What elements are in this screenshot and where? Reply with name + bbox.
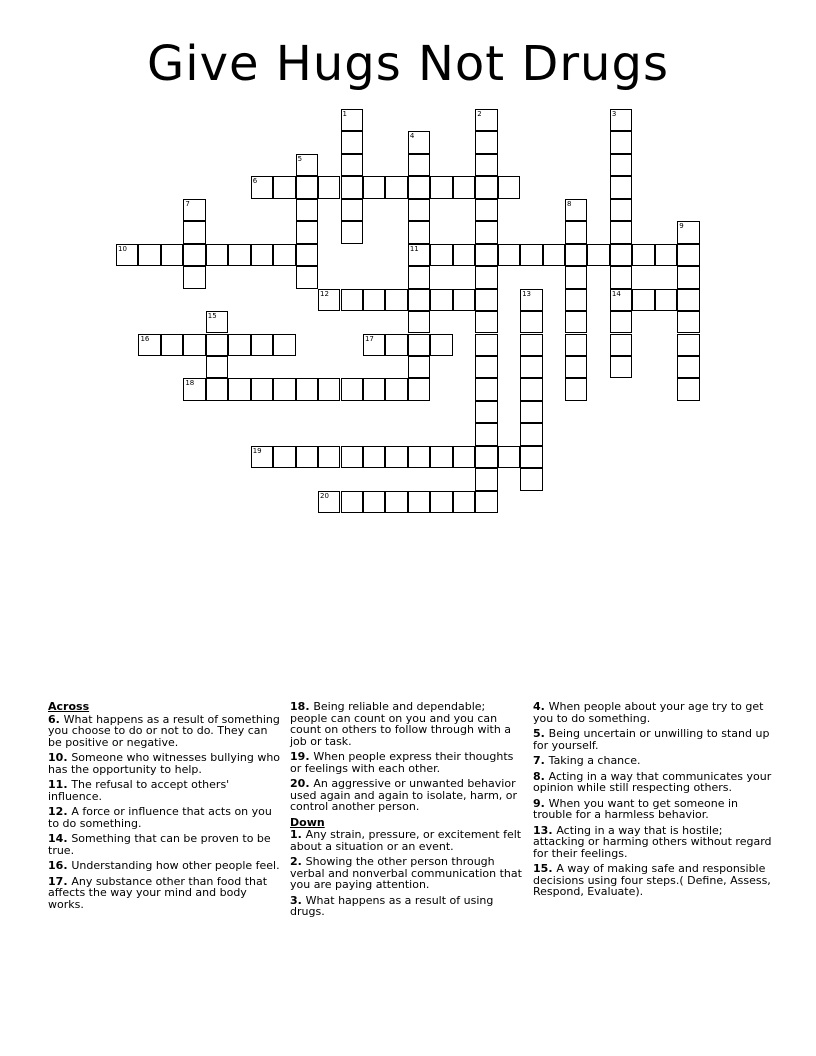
grid-cell[interactable] xyxy=(318,176,340,198)
grid-cell[interactable] xyxy=(677,266,699,288)
clue-item-number: 8 xyxy=(533,769,541,783)
grid-cell[interactable] xyxy=(475,468,497,490)
clue-number: 14 xyxy=(611,289,621,298)
clue-item-number: 16 xyxy=(48,859,64,872)
clue-item: 18. Being reliable and dependable; people can count on you and you can count on others to follow through with a job or task. xyxy=(290,700,512,748)
grid-cell[interactable] xyxy=(520,311,542,333)
clue-item-number: 7 xyxy=(533,754,541,767)
grid-cell[interactable] xyxy=(610,334,632,356)
grid-cell[interactable] xyxy=(273,176,295,198)
clue-item: 5. Being uncertain or unwilling to stand up for yourself. xyxy=(533,727,770,752)
clue-item-number: 3 xyxy=(290,893,298,907)
grid-cell[interactable] xyxy=(475,244,497,266)
grid-cell[interactable] xyxy=(677,289,699,311)
grid-cell[interactable] xyxy=(498,244,520,266)
grid-cell[interactable] xyxy=(183,244,205,266)
grid-cell[interactable] xyxy=(430,491,452,513)
grid-cell[interactable] xyxy=(206,356,228,378)
clue-item-text: When people about your age try to get you to do something. xyxy=(533,700,764,725)
grid-cell[interactable] xyxy=(363,378,385,400)
grid-cell[interactable] xyxy=(363,289,385,311)
grid-cell[interactable] xyxy=(543,244,565,266)
grid-cell[interactable] xyxy=(385,176,407,198)
grid-cell[interactable] xyxy=(341,221,363,243)
clue-number: 4 xyxy=(409,132,415,141)
clue-item: 14. Something that can be proven to be true. xyxy=(48,832,271,857)
grid-cell[interactable] xyxy=(341,199,363,221)
grid-cell[interactable] xyxy=(520,423,542,445)
grid-cell[interactable] xyxy=(341,289,363,311)
grid-cell[interactable] xyxy=(430,446,452,468)
grid-cell[interactable] xyxy=(408,289,430,311)
grid-cell[interactable] xyxy=(677,334,699,356)
grid-cell[interactable] xyxy=(273,446,295,468)
grid-cell[interactable] xyxy=(610,356,632,378)
grid-cell[interactable] xyxy=(228,334,250,356)
clue-item-text: Understanding how other people feel. xyxy=(71,859,280,872)
clue-item: 19. When people express their thoughts or feelings with each other. xyxy=(290,750,514,775)
clue-column-2 xyxy=(290,701,526,922)
grid-cell[interactable] xyxy=(363,491,385,513)
grid-cell[interactable] xyxy=(408,311,430,333)
grid-cell[interactable] xyxy=(655,289,677,311)
clue-item-text: Acting in a way that communicates your opinion while still respecting others. xyxy=(533,769,772,794)
grid-cell[interactable] xyxy=(273,334,295,356)
clue-item: 4. When people about your age try to get you to do something. xyxy=(533,700,764,725)
grid-cell[interactable] xyxy=(475,401,497,423)
clue-item-number: 4 xyxy=(533,700,541,713)
grid-cell[interactable] xyxy=(610,221,632,243)
grid-cell[interactable] xyxy=(475,334,497,356)
clue-item: 20. An aggressive or unwanted behavior used again and again to isolate, harm, or control another person. xyxy=(290,777,518,813)
clue-number: 12 xyxy=(320,289,329,298)
clue-number: 5 xyxy=(297,154,303,163)
grid-cell[interactable] xyxy=(475,131,497,153)
clue-number: 7 xyxy=(185,199,190,208)
grid-cell[interactable] xyxy=(565,356,587,378)
grid-cell[interactable] xyxy=(655,244,677,266)
grid-cell[interactable] xyxy=(430,176,452,198)
grid-cell[interactable] xyxy=(610,199,632,221)
clue-item-text: Taking a chance. xyxy=(548,754,641,767)
grid-cell[interactable] xyxy=(408,199,430,221)
grid-cell[interactable] xyxy=(475,491,497,513)
grid-cell[interactable] xyxy=(475,199,497,221)
grid-cell[interactable] xyxy=(475,378,497,400)
clue-item-text: What happens as a result of something you choose to do or not to do. They can be positive or negative. xyxy=(48,712,280,749)
grid-cell[interactable] xyxy=(453,176,475,198)
clue-number: 20 xyxy=(320,491,329,500)
clue-item-text: A way of making safe and responsible decisions using four steps.( Define, Assess, Respond, Evaluate). xyxy=(533,862,771,898)
clue-item-text: Being reliable and dependable; people can count on you and you can count on others to follow through with a job or task. xyxy=(290,700,512,748)
grid-cell[interactable] xyxy=(453,244,475,266)
grid-cell[interactable] xyxy=(408,446,430,468)
clue-item: 10. Someone who witnesses bullying who has the opportunity to help. xyxy=(48,751,281,776)
clue-item-number: 1 xyxy=(290,828,298,841)
grid-cell[interactable] xyxy=(475,176,497,198)
clue-item-text: Showing the other person through verbal and nonverbal communication that you are paying attention. xyxy=(290,855,522,891)
clue-item: 6. What happens as a result of something you choose to do or not to do. They can be positive or negative. xyxy=(48,712,280,749)
grid-cell[interactable] xyxy=(475,266,497,288)
clue-item-number: 6 xyxy=(48,712,56,726)
clue-item: 2. Showing the other person through verbal and nonverbal communication that you are paying attention. xyxy=(290,855,522,891)
grid-cell[interactable] xyxy=(385,289,407,311)
grid-cell[interactable] xyxy=(430,289,452,311)
clue-item-text: What happens as a result of using drugs. xyxy=(290,893,494,918)
clue-item: 11. The refusal to accept others' influence. xyxy=(48,778,230,803)
grid-cell[interactable] xyxy=(475,423,497,445)
grid-cell[interactable] xyxy=(228,378,250,400)
grid-cell[interactable] xyxy=(520,378,542,400)
clue-number: 8 xyxy=(567,199,572,208)
grid-cell[interactable] xyxy=(341,154,363,176)
clue-item-text: An aggressive or unwanted behavior used again and again to isolate, harm, or control another person. xyxy=(290,777,518,813)
grid-cell[interactable] xyxy=(475,221,497,243)
grid-cell[interactable] xyxy=(408,356,430,378)
down-heading: Down xyxy=(290,815,325,829)
grid-cell[interactable] xyxy=(565,289,587,311)
clue-item: 17. Any substance other than food that affects the way your mind and body works. xyxy=(48,874,268,911)
grid-cell[interactable] xyxy=(296,221,318,243)
clue-column-3 xyxy=(533,701,773,902)
grid-cell[interactable] xyxy=(498,446,520,468)
clue-number: 15 xyxy=(207,312,217,321)
clue-number: 16 xyxy=(140,334,150,343)
grid-cell[interactable] xyxy=(520,468,542,490)
clue-item-number: 11 xyxy=(48,778,64,791)
clue-item-number: 2 xyxy=(290,855,298,868)
grid-cell[interactable] xyxy=(296,199,318,221)
grid-cell[interactable] xyxy=(385,446,407,468)
grid-cell[interactable] xyxy=(228,244,250,266)
grid-cell[interactable] xyxy=(610,154,632,176)
clue-item-text: Acting in a way that is hostile; attacking or harming others without regard for their feelings. xyxy=(533,823,772,860)
grid-cell[interactable] xyxy=(677,311,699,333)
grid-cell[interactable] xyxy=(183,334,205,356)
clue-item: 9. When you want to get someone in trouble for a harmless behavior. xyxy=(533,796,739,821)
grid-cell[interactable] xyxy=(453,491,475,513)
grid-cell[interactable] xyxy=(430,244,452,266)
grid-cell[interactable] xyxy=(206,334,228,356)
clue-number: 17 xyxy=(364,334,374,343)
grid-cell[interactable] xyxy=(341,491,363,513)
clue-item-text: The refusal to accept others' influence. xyxy=(48,778,230,803)
grid-cell[interactable] xyxy=(520,334,542,356)
clue-item-text: A force or influence that acts on you to do something. xyxy=(48,805,272,830)
clue-item: 16. Understanding how other people feel. xyxy=(48,859,280,872)
grid-cell[interactable] xyxy=(610,176,632,198)
clue-number: 9 xyxy=(679,222,684,231)
grid-cell[interactable] xyxy=(385,491,407,513)
grid-cell[interactable] xyxy=(341,131,363,153)
grid-cell[interactable] xyxy=(453,446,475,468)
clue-number: 13 xyxy=(522,289,532,298)
grid-cell[interactable] xyxy=(296,176,318,198)
grid-cell[interactable] xyxy=(408,334,430,356)
clue-item-number: 19 xyxy=(290,750,306,763)
clue-item-number: 10 xyxy=(48,751,64,764)
grid-cell[interactable] xyxy=(520,356,542,378)
grid-cell[interactable] xyxy=(318,378,340,400)
grid-cell[interactable] xyxy=(385,334,407,356)
grid-cell[interactable] xyxy=(363,176,385,198)
clue-item-number: 15 xyxy=(533,862,549,875)
clue-number: 2 xyxy=(477,110,482,118)
clue-number: 18 xyxy=(185,379,195,388)
clue-item-text: Any substance other than food that affects the way your mind and body works. xyxy=(48,874,268,911)
clue-item: 13. Acting in a way that is hostile; attacking or harming others without regard for their feelings. xyxy=(533,823,772,860)
grid-cell[interactable] xyxy=(408,378,430,400)
grid-cell[interactable] xyxy=(610,131,632,153)
grid-cell[interactable] xyxy=(565,311,587,333)
grid-cell[interactable] xyxy=(206,244,228,266)
grid-cell[interactable] xyxy=(475,289,497,311)
across-heading: Across xyxy=(48,700,90,713)
grid-cell[interactable] xyxy=(453,289,475,311)
clue-item-text: Someone who witnesses bullying who has the opportunity to help. xyxy=(48,751,281,776)
grid-cell[interactable] xyxy=(498,176,520,198)
grid-cell[interactable] xyxy=(251,334,273,356)
clue-item-number: 18 xyxy=(290,700,306,713)
grid-cell[interactable] xyxy=(610,244,632,266)
grid-cell[interactable] xyxy=(408,176,430,198)
grid-cell[interactable] xyxy=(251,244,273,266)
grid-cell[interactable] xyxy=(610,266,632,288)
clue-number: 11 xyxy=(409,244,419,253)
clue-column-1 xyxy=(48,701,282,914)
grid-cell[interactable] xyxy=(341,446,363,468)
grid-cell[interactable] xyxy=(632,289,654,311)
grid-cell[interactable] xyxy=(385,378,407,400)
grid-cell[interactable] xyxy=(296,244,318,266)
clue-number: 1 xyxy=(342,110,347,118)
grid-cell[interactable] xyxy=(565,244,587,266)
grid-cell[interactable] xyxy=(408,266,430,288)
grid-cell[interactable] xyxy=(520,446,542,468)
grid-cell[interactable] xyxy=(341,378,363,400)
grid-cell[interactable] xyxy=(273,378,295,400)
grid-cell[interactable] xyxy=(565,334,587,356)
clue-item-number: 9 xyxy=(533,796,541,810)
clue-item-text: Being uncertain or unwilling to stand up for yourself. xyxy=(533,727,770,752)
grid-cell[interactable] xyxy=(565,266,587,288)
grid-cell[interactable] xyxy=(273,244,295,266)
grid-cell[interactable] xyxy=(610,311,632,333)
grid-cell[interactable] xyxy=(677,356,699,378)
grid-cell[interactable] xyxy=(183,221,205,243)
clue-item: 15. A way of making safe and responsible decisions using four steps.( Define, Assess, Respond, Evaluate). xyxy=(533,862,771,898)
grid-cell[interactable] xyxy=(520,244,542,266)
grid-cell[interactable] xyxy=(677,244,699,266)
grid-cell[interactable] xyxy=(363,446,385,468)
grid-cell[interactable] xyxy=(206,378,228,400)
grid-cell[interactable] xyxy=(161,244,183,266)
grid-cell[interactable] xyxy=(520,401,542,423)
clue-item-number: 12 xyxy=(48,805,64,818)
clue-number: 6 xyxy=(252,177,258,186)
grid-cell[interactable] xyxy=(296,378,318,400)
clue-number: 10 xyxy=(118,244,127,253)
grid-cell[interactable] xyxy=(296,446,318,468)
puzzle-title: Give Hugs Not Drugs xyxy=(147,36,669,92)
grid-cell[interactable] xyxy=(430,334,452,356)
grid-cell[interactable] xyxy=(296,266,318,288)
clue-item-number: 14 xyxy=(48,832,64,845)
grid-cell[interactable] xyxy=(318,446,340,468)
grid-cell[interactable] xyxy=(632,244,654,266)
grid-cell[interactable] xyxy=(183,266,205,288)
grid-cell[interactable] xyxy=(475,356,497,378)
grid-cell[interactable] xyxy=(565,221,587,243)
grid-cell[interactable] xyxy=(475,154,497,176)
grid-cell[interactable] xyxy=(475,311,497,333)
clue-number: 19 xyxy=(252,446,262,455)
clue-number: 3 xyxy=(611,110,617,118)
clue-item-text: When you want to get someone in trouble for a harmless behavior. xyxy=(533,796,739,821)
clue-item: 7. Taking a chance. xyxy=(533,754,641,767)
grid-cell[interactable] xyxy=(138,244,160,266)
grid-cell[interactable] xyxy=(408,154,430,176)
grid-cell[interactable] xyxy=(677,378,699,400)
clue-item: 8. Acting in a way that communicates your opinion while still respecting others. xyxy=(533,769,772,794)
grid-cell[interactable] xyxy=(408,491,430,513)
clue-item-text: Any strain, pressure, or excitement felt about a situation or an event. xyxy=(290,828,522,853)
grid-cell[interactable] xyxy=(587,244,609,266)
grid-cell[interactable] xyxy=(408,221,430,243)
grid-cell[interactable] xyxy=(161,334,183,356)
grid-cell[interactable] xyxy=(565,378,587,400)
clue-item-text: Something that can be proven to be true. xyxy=(48,832,271,857)
clue-item-number: 17 xyxy=(48,874,64,888)
clue-item-text: When people express their thoughts or feelings with each other. xyxy=(290,750,514,775)
clue-item: 1. Any strain, pressure, or excitement felt about a situation or an event. xyxy=(290,828,522,853)
clue-item-number: 5 xyxy=(533,727,541,740)
grid-cell[interactable] xyxy=(251,378,273,400)
grid-cell[interactable] xyxy=(475,446,497,468)
clue-item-number: 20 xyxy=(290,777,306,790)
clue-item: 12. A force or influence that acts on you to do something. xyxy=(48,805,272,830)
clue-item: 3. What happens as a result of using drugs. xyxy=(290,893,494,918)
clue-item-number: 13 xyxy=(533,823,549,837)
grid-cell[interactable] xyxy=(341,176,363,198)
